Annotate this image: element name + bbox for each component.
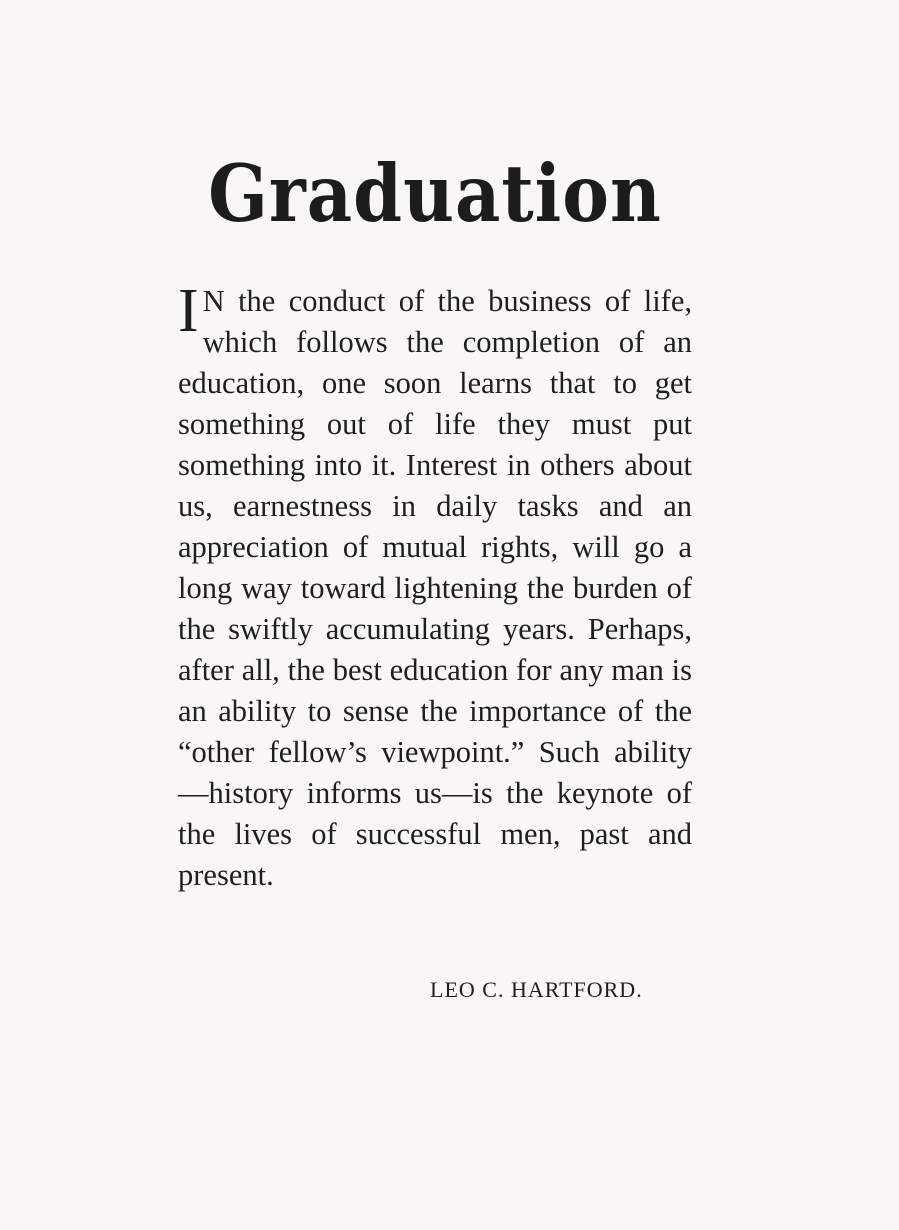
essay-text: N the conduct of the business of life, which follows the completion of an education, one soon learns that to get something out of life they must put something into it. Interest in others about us, earnestness in daily tasks and an appreciation of mutual rights, will go a long way toward lightening the burden of the swiftly accumulating years. Perhaps, after all, the best education for any man is an ability to sense the importance of the “other fellow’s viewpoint.” Such ability—history informs us—is the keynote of the lives of successful men, past and present.: [178, 284, 692, 892]
drop-cap: I: [178, 277, 199, 345]
page-title: Graduation: [208, 147, 662, 240]
essay-paragraph: [178, 277, 692, 896]
author-signature: LEO C. HARTFORD.: [430, 977, 643, 1002]
